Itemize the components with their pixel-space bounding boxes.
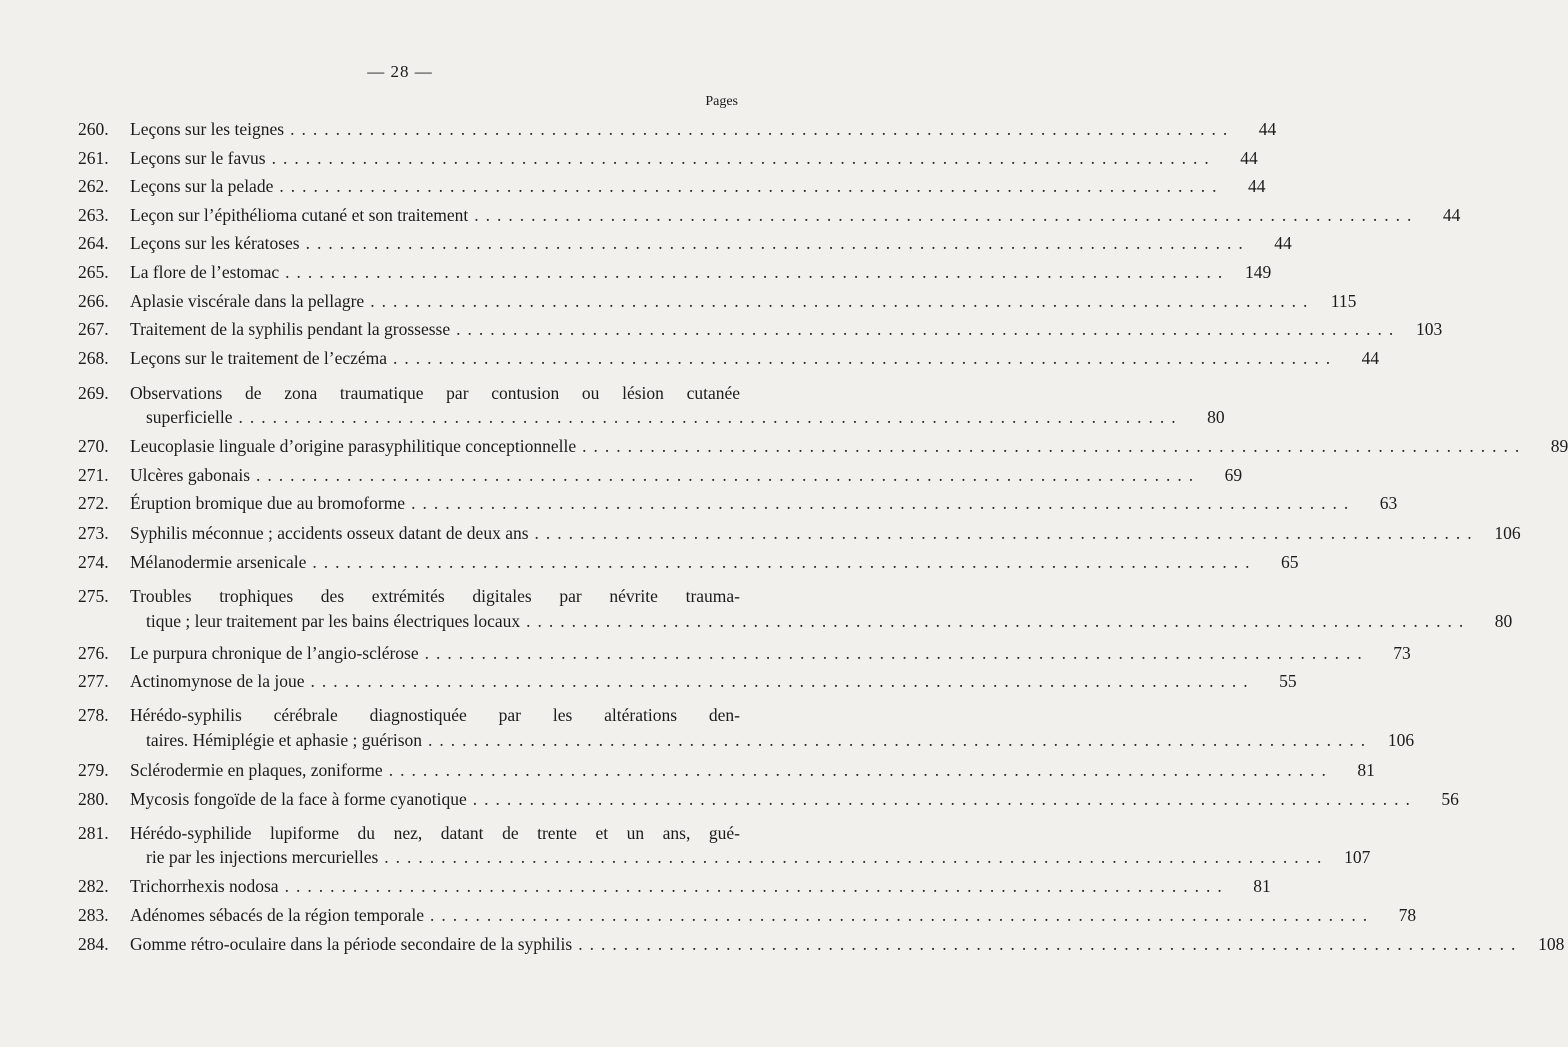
entry-title: Troubles trophiques des extrémités digitales par névrite trauma- (130, 586, 740, 606)
entry-number: 273. (78, 523, 109, 543)
entry-number: 261. (78, 148, 109, 168)
dot-leader: ................................................................................... (428, 730, 1373, 750)
entry-number: 266. (78, 291, 109, 311)
entry-title: Leçons sur le traitement de l’eczéma (130, 348, 388, 368)
entry-number: 279. (78, 760, 109, 780)
entry-title: Leçons sur les kératoses (130, 233, 300, 253)
dot-leader: ................................................................................... (284, 876, 1229, 896)
dot-leader: ................................................................................... (305, 233, 1250, 253)
entry-number: 281. (78, 823, 109, 843)
entry-page: 44 (1442, 205, 1461, 225)
entry-number: 280. (78, 789, 109, 809)
entry-page: 44 (1361, 348, 1380, 368)
entry-page: 106 (1387, 730, 1415, 750)
entry-title: Éruption bromique due au bromoforme (130, 493, 406, 513)
entry-page: 149 (1245, 262, 1272, 282)
dot-leader: ................................................................................... (310, 671, 1255, 691)
dot-leader: ................................................................................... (271, 148, 1216, 168)
entry-title: Leucoplasie linguale d’origine parasyphilitique conceptionnelle (130, 436, 577, 456)
entry-number: 283. (78, 905, 109, 925)
entry-page: 108 (1538, 934, 1565, 954)
dot-leader: ................................................................................... (456, 319, 1401, 339)
entry-page: 44 (1274, 233, 1292, 253)
entry-number: 265. (78, 262, 109, 282)
entry-page: 89 (1550, 436, 1568, 456)
dot-leader: ................................................................................... (285, 262, 1230, 282)
entry-page: 55 (1279, 671, 1297, 691)
entry-number: 274. (78, 552, 109, 572)
entry-title-continuation: rie par les injections mercurielles (146, 847, 379, 867)
entry-number: 262. (78, 176, 109, 196)
entry-title: Syphilis méconnue ; accidents osseux datant de deux ans (130, 523, 529, 543)
entry-title: Hérédo-syphilis cérébrale diagnostiquée par les altérations den- (130, 705, 740, 725)
entry-number: 276. (78, 643, 109, 663)
entry-title: Gomme rétro-oculaire dans la période secondaire de la syphilis (130, 934, 573, 954)
page-number: — 28 — (367, 62, 433, 81)
entry-page: 44 (1258, 119, 1277, 139)
entry-number: 268. (78, 348, 109, 368)
dot-leader: ................................................................................... (393, 348, 1338, 368)
entry-page: 44 (1240, 148, 1258, 168)
dot-leader: ................................................................................... (290, 119, 1235, 139)
dot-leader: ................................................................................... (534, 523, 1479, 543)
dot-leader: ................................................................................... (526, 611, 1471, 631)
entry-page: 107 (1344, 847, 1371, 867)
entry-title: Mycosis fongoïde de la face à forme cyanotique (130, 789, 467, 809)
entry-number: 278. (78, 705, 109, 725)
entry-title: Traitement de la syphilis pendant la grossesse (130, 319, 451, 339)
entry-number: 275. (78, 586, 109, 606)
entry-title: Leçon sur l’épithélioma cutané et son traitement (130, 205, 469, 225)
dot-leader: ................................................................................... (429, 905, 1375, 925)
entry-page: 65 (1281, 552, 1299, 572)
entry-number: 260. (78, 119, 109, 139)
entry-title: Le purpura chronique de l’angio-sclérose (130, 643, 419, 663)
dot-leader: ................................................................................... (370, 291, 1315, 311)
entry-number: 264. (78, 233, 109, 253)
entry-number: 269. (78, 383, 109, 403)
entry-page: 63 (1379, 493, 1398, 513)
dot-leader: ................................................................................... (279, 176, 1224, 196)
dot-leader: ................................................................................... (384, 847, 1329, 867)
entry-title: Leçons sur la pelade (130, 176, 274, 196)
dot-leader: ................................................................................... (388, 760, 1333, 780)
entry-page: 78 (1398, 905, 1417, 925)
entry-page: 106 (1494, 523, 1521, 543)
entry-title-continuation: superficielle (146, 407, 233, 427)
dot-leader: ................................................................................... (472, 789, 1417, 809)
dot-leader: ................................................................................... (582, 436, 1527, 456)
entry-title: Aplasie viscérale dans la pellagre (130, 291, 365, 311)
entry-title: Observations de zona traumatique par contusion ou lésion cutanée (130, 383, 740, 403)
entry-number: 282. (78, 876, 109, 896)
entry-page: 56 (1441, 789, 1459, 809)
entry-title: Adénomes sébacés de la région temporale (130, 905, 424, 925)
entry-number: 277. (78, 671, 109, 691)
entry-number: 271. (78, 465, 109, 485)
entry-page: 81 (1357, 760, 1375, 780)
entry-title: Leçons sur les teignes (130, 119, 285, 139)
entry-number: 267. (78, 319, 109, 339)
dot-leader: ................................................................................... (411, 493, 1356, 513)
dot-leader: ................................................................................... (312, 552, 1257, 572)
entry-page: 80 (1494, 611, 1513, 631)
entry-page: 81 (1253, 876, 1271, 896)
entry-title: Hérédo-syphilide lupiforme du nez, datant de trente et un ans, gué- (130, 823, 740, 843)
entry-title: La flore de l’estomac (130, 262, 280, 282)
entry-page: 80 (1207, 407, 1225, 427)
entry-page: 115 (1330, 291, 1357, 311)
entry-title-continuation: tique ; leur traitement par les bains électriques locaux (146, 611, 521, 631)
pages-column-header: Pages (705, 94, 738, 109)
entry-page: 103 (1416, 319, 1443, 339)
entry-title: Ulcères gabonais (130, 465, 251, 485)
entry-number: 263. (78, 205, 109, 225)
entry-page: 44 (1247, 176, 1266, 196)
dot-leader: ................................................................................... (238, 407, 1183, 427)
entry-title: Actinomynose de la joue (130, 671, 305, 691)
entry-title: Sclérodermie en plaques, zoniforme (130, 760, 383, 780)
entry-title-continuation: taires. Hémiplégie et aphasie ; guérison (146, 730, 423, 750)
entry-number: 272. (78, 493, 109, 513)
dot-leader: ................................................................................... (474, 205, 1419, 225)
entry-title: Leçons sur le favus (130, 148, 266, 168)
dot-leader: ................................................................................... (424, 643, 1369, 663)
entry-number: 284. (78, 934, 109, 954)
entry-title: Trichorrhexis nodosa (130, 876, 279, 896)
entry-title: Mélanodermie arsenicale (130, 552, 307, 572)
dot-leader: ................................................................................... (578, 934, 1523, 954)
entry-number: 270. (78, 436, 109, 456)
entry-page: 73 (1393, 643, 1411, 663)
dot-leader: ................................................................................... (256, 465, 1201, 485)
entry-page: 69 (1224, 465, 1243, 485)
